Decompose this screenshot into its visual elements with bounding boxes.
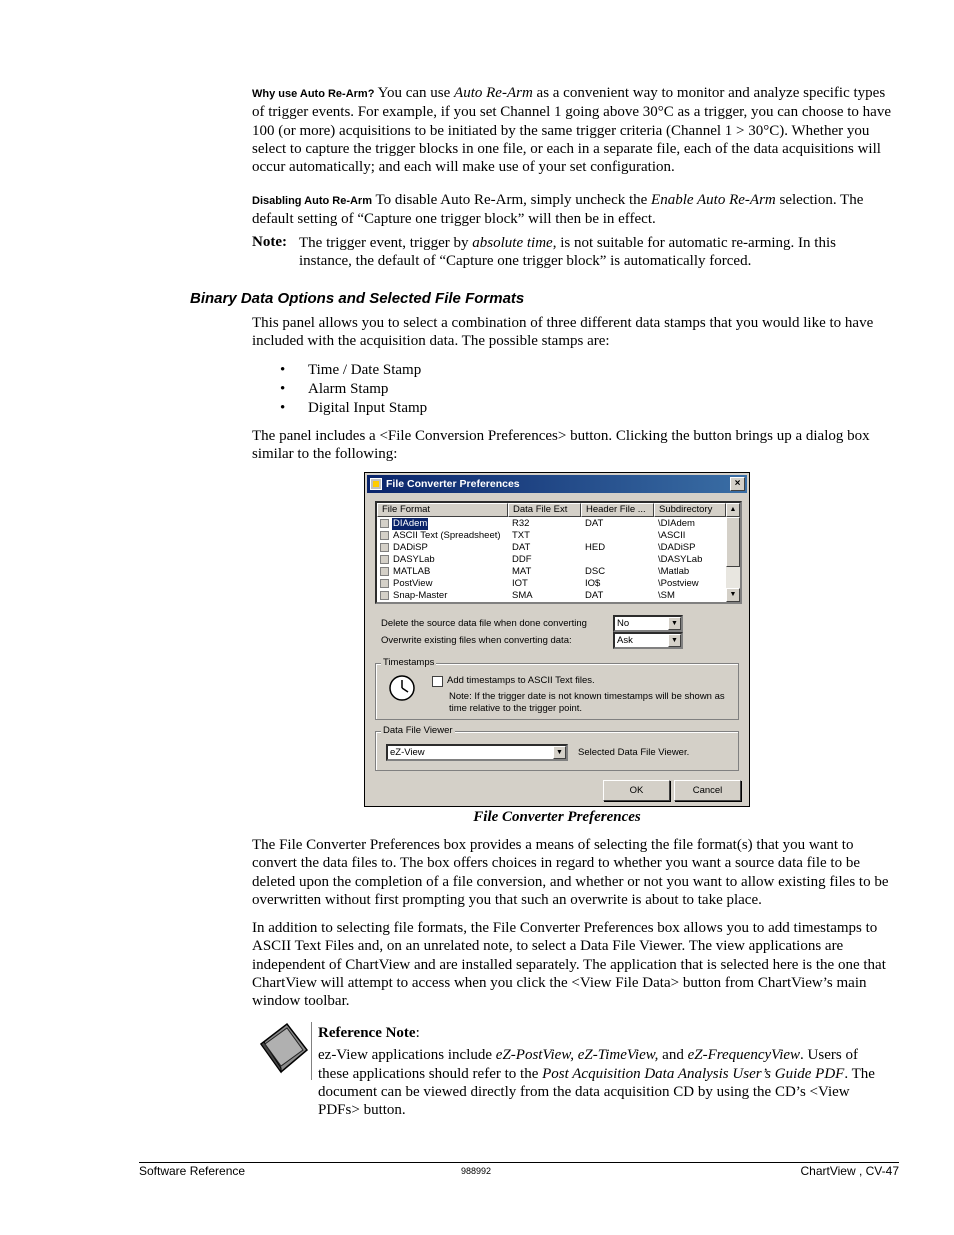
timestamps-note: Note: If the trigger date is not known timestamps will be shown as time relative to the trigger point. — [449, 691, 725, 714]
timestamps-check-label: Add timestamps to ASCII Text files. — [447, 675, 595, 686]
chevron-down-icon[interactable]: ▼ — [553, 746, 566, 759]
column-header[interactable]: Subdirectory — [654, 503, 726, 517]
format-name: DIAdem — [393, 518, 428, 529]
list-item[interactable] — [377, 518, 727, 530]
overwrite-select[interactable] — [613, 632, 683, 649]
checkbox[interactable] — [380, 591, 389, 600]
list-item[interactable] — [377, 554, 727, 566]
viewer-label: Selected Data File Viewer. — [578, 747, 690, 758]
list-item: • Digital Input Stamp — [280, 399, 427, 418]
format-name: DASYLab — [393, 554, 435, 565]
checkbox[interactable] — [380, 519, 389, 528]
overwrite-label: Overwrite existing files when converting data: — [381, 635, 572, 646]
delete-label: Delete the source data file when done converting — [381, 618, 587, 629]
delete-value: No — [617, 618, 630, 629]
file-converter-dialog — [364, 472, 750, 807]
footer-left: Software Reference — [139, 1164, 246, 1178]
header-ext: DAT — [585, 518, 604, 529]
format-name: PostView — [393, 578, 433, 589]
text: ez-View applications include — [318, 1047, 496, 1064]
text: The trigger event, trigger by — [299, 235, 473, 251]
text: You can use — [377, 85, 455, 101]
checkbox[interactable] — [380, 543, 389, 552]
format-name: ASCII Text (Spreadsheet) — [393, 530, 501, 541]
dialog-title: File Converter Preferences — [386, 478, 520, 490]
overwrite-value: Ask — [617, 635, 633, 646]
italic-term: Auto Re-Arm — [454, 85, 533, 101]
reference-divider — [311, 1022, 312, 1080]
data-ext: MAT — [512, 566, 532, 577]
clock-icon — [388, 674, 416, 702]
note-text — [299, 234, 879, 271]
auto-rearm-paragraph — [252, 84, 900, 176]
footer-center: 988992 — [461, 1166, 492, 1176]
italic-term: Post Acquisition Data Analysis User’s Guide PDF — [542, 1065, 845, 1082]
data-ext: DDF — [512, 554, 532, 565]
subdirectory: \SM — [658, 590, 675, 601]
run-in-heading: Why use Auto Re-Arm? — [252, 88, 375, 100]
subdirectory: \Postview — [658, 578, 699, 589]
stamp-list — [280, 361, 427, 418]
list-item: • Time / Date Stamp — [280, 361, 427, 380]
reference-book-icon — [257, 1022, 311, 1074]
checkbox[interactable] — [380, 567, 389, 576]
scroll-down-icon[interactable]: ▼ — [726, 588, 740, 602]
subdirectory: \DASYLab — [658, 554, 703, 565]
format-name: Snap-Master — [393, 590, 448, 601]
checkbox[interactable] — [380, 579, 389, 588]
list-item[interactable] — [377, 542, 727, 554]
section-heading: Binary Data Options and Selected File Formats — [190, 290, 525, 307]
list-item[interactable] — [377, 578, 727, 590]
text: : — [415, 1025, 420, 1041]
viewer-value: eZ-View — [390, 747, 425, 758]
list-item[interactable] — [377, 590, 727, 602]
header-ext: DSC — [585, 566, 606, 577]
close-button[interactable]: × — [730, 477, 745, 491]
data-ext: IOT — [512, 578, 528, 589]
italic-term: eZ-FrequencyView — [687, 1047, 801, 1064]
app-icon — [370, 478, 382, 490]
subdirectory: \DADiSP — [658, 542, 696, 553]
subdirectory: \DIAdem — [658, 518, 695, 529]
header-ext: DAT — [585, 590, 604, 601]
timestamps-group — [375, 657, 739, 720]
text: as a convenient way to monitor and analyze specific types of trigger events. For example, if you set Channel 1 going above 30°C as a trigger, you can choose to have 100 (or more) acquisitions to be initiated by the same trigger criteria (Channel 1 > 30°C). Whether you select to capture the trigger blocks in one file, or each in a separate file, each of the data acquisitions will occur automatically; and each will make use of your set configuration. — [252, 85, 891, 176]
group-legend: Data File Viewer — [383, 725, 453, 736]
page-footer — [139, 1162, 899, 1178]
cancel-button[interactable]: Cancel — [674, 780, 741, 801]
list-item[interactable] — [377, 566, 727, 578]
delete-select[interactable] — [613, 615, 683, 632]
italic-term: absolute time — [472, 235, 553, 251]
intro-paragraph: This panel allows you to select a combination of three different data stamps that you would like to have included with the acquisition data. The possible stamps are: — [252, 315, 874, 350]
footer-right: ChartView , CV-47 — [800, 1164, 899, 1178]
text: and — [658, 1047, 688, 1064]
column-header[interactable]: File Format — [377, 503, 508, 517]
column-header[interactable]: Data File Ext — [508, 503, 581, 517]
header-ext: HED — [585, 542, 606, 553]
subdirectory: \ASCII — [658, 530, 686, 541]
viewer-select[interactable] — [386, 744, 568, 761]
body-paragraph-1: The File Converter Preferences box provides a means of selecting the file format(s) that you want to convert the data files to. The box offers choices in regard to whether you want a source data file to be deleted upon the completion of a file conversion, and whether or not you want to allow existing files to be overwritten without first prompting you that such an overwrite is about to take place. — [252, 837, 889, 908]
text: . The document can be viewed directly from the data acquisition CD by using the CD’s <View PDFs> button. — [318, 1065, 875, 1119]
italic-term: eZ-PostView, eZ-TimeView, — [495, 1047, 659, 1064]
dialog-titlebar — [367, 475, 747, 493]
disable-rearm-paragraph — [252, 191, 900, 229]
list-scrollbar[interactable] — [726, 503, 740, 602]
file-format-list[interactable] — [375, 501, 742, 604]
italic-term: Enable Auto Re-Arm — [651, 192, 776, 208]
column-header[interactable]: Header File ... — [581, 503, 654, 517]
data-ext: R32 — [512, 518, 530, 529]
data-ext: TXT — [512, 530, 530, 541]
text: selection. The default setting of “Capture one trigger block” will then be in effect. — [252, 192, 864, 228]
text: . Users of these applications should refer to the — [318, 1047, 858, 1082]
chevron-down-icon[interactable]: ▼ — [668, 634, 681, 647]
timestamps-checkbox[interactable] — [432, 676, 443, 687]
group-legend: Timestamps — [383, 657, 435, 668]
checkbox[interactable] — [380, 555, 389, 564]
data-ext: DAT — [512, 542, 531, 553]
chevron-down-icon[interactable]: ▼ — [668, 617, 681, 630]
format-name: MATLAB — [393, 566, 431, 577]
list-item[interactable] — [377, 530, 727, 542]
panel-paragraph: The panel includes a <File Conversion Preferences> button. Clicking the button brings up a dialog box similar to the following: — [252, 428, 870, 463]
checkbox[interactable] — [380, 531, 389, 540]
list-item: • Alarm Stamp — [280, 380, 427, 399]
text: To disable Auto Re-Arm, simply uncheck the — [372, 192, 652, 208]
format-name: DADiSP — [393, 542, 428, 553]
data-ext: SMA — [512, 590, 533, 601]
text: , is not suitable for automatic re-arming. In this instance, the default of “Capture one trigger block” is automatically forced. — [299, 235, 836, 270]
data-file-viewer-group — [375, 725, 739, 771]
figure-caption: File Converter Preferences — [473, 809, 641, 825]
body-paragraph-2: In addition to selecting file formats, the File Converter Preferences box allows you to add timestamps to ASCII Text Files and, on an unrelated note, to select a Data File Viewer. The view applications are independent of ChartView and are installed separately. The application that is selected here is the one that ChartView will attempt to access when you click the <View File Data> button from ChartView’s main window toolbar. — [252, 920, 886, 1010]
reference-note — [318, 1024, 878, 1119]
note-label: Note: — [252, 234, 287, 250]
scroll-thumb[interactable] — [726, 517, 740, 567]
scroll-up-icon[interactable]: ▲ — [726, 503, 740, 517]
header-ext: IO$ — [585, 578, 601, 589]
subdirectory: \Matlab — [658, 566, 690, 577]
ok-button[interactable]: OK — [603, 780, 670, 801]
run-in-heading: Disabling Auto Re-Arm — [252, 195, 372, 207]
reference-label: Reference Note — [318, 1025, 416, 1041]
